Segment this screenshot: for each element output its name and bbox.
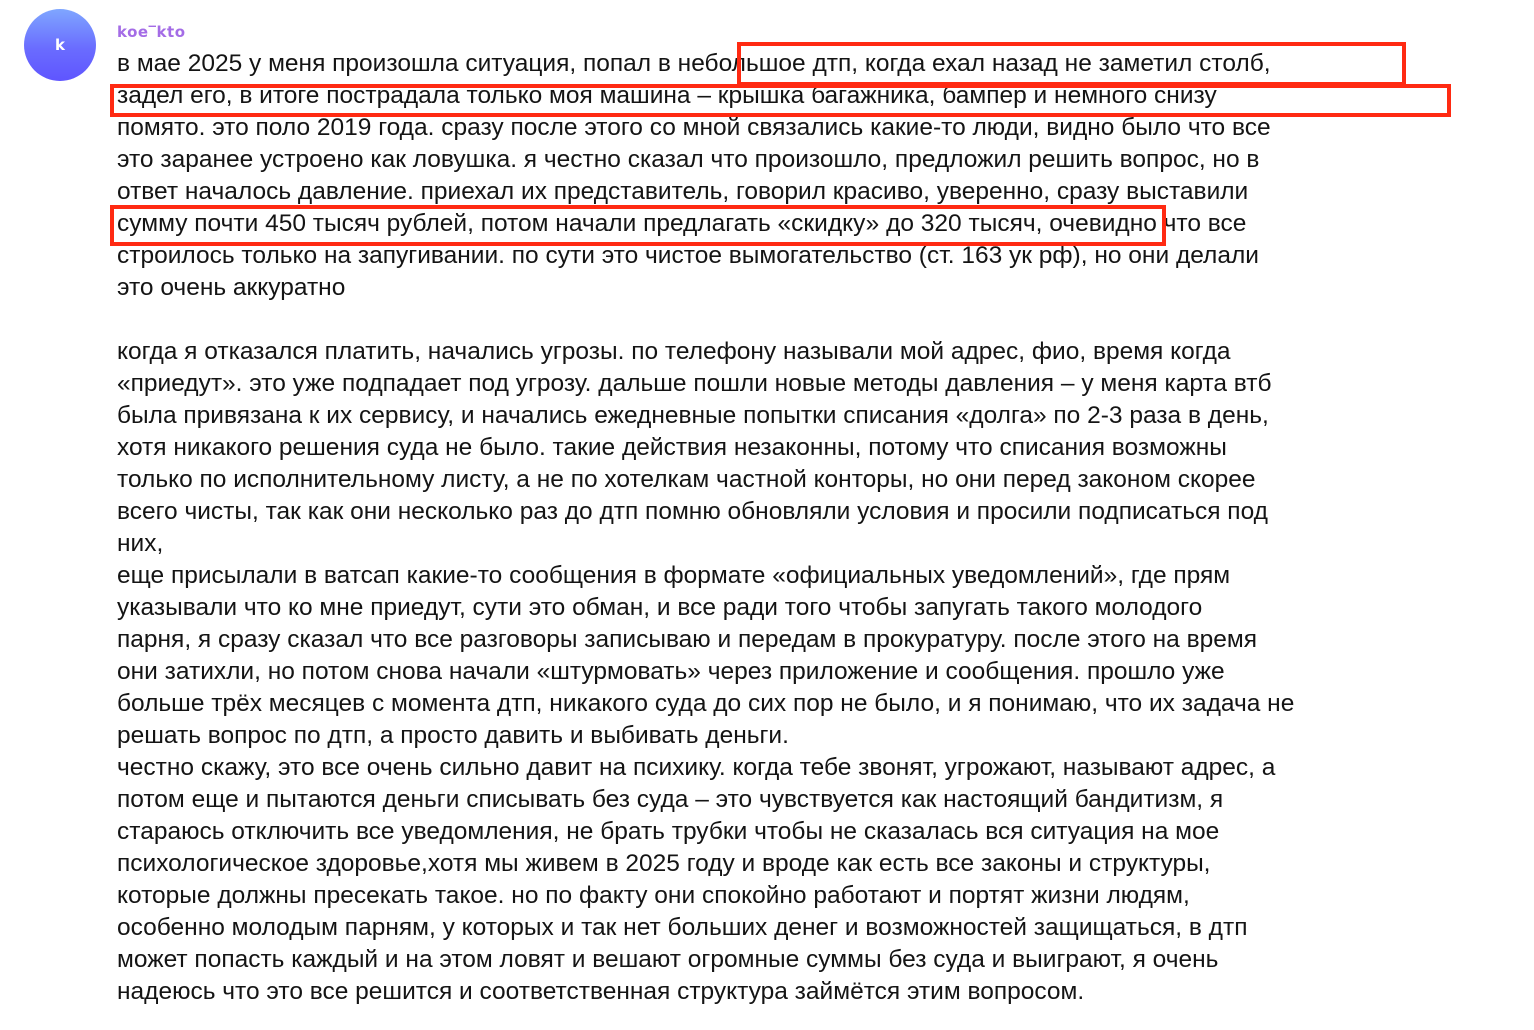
paragraph-spacer [117, 304, 1447, 336]
text-line: была привязана к их сервису, и начались ежедневные попытки списания «долга» по 2-3 раза в день, [117, 402, 1269, 429]
username[interactable]: koe‾kto [117, 23, 186, 41]
text-line: сумму почти 450 тысяч рублей, потом начали предлагать «скидку» до 320 тысяч, очевидно что все [117, 210, 1247, 237]
text-line: которые должны пресекать такое. но по факту они спокойно работают и портят жизни людям, [117, 882, 1190, 909]
text-line: в мае 2025 у меня произошла ситуация, попал в небольшое дтп, когда ехал назад не заметил столб, [117, 50, 1271, 77]
text-line: хотя никакого решения суда не было. такие действия незаконны, потому что списания возможны [117, 434, 1227, 461]
text-line: стараюсь отключить все уведомления, не брать трубки чтобы не сказалась вся ситуация на мое [117, 818, 1220, 845]
text-line: ответ началось давление. приехал их представитель, говорил красиво, уверенно, сразу выставили [117, 178, 1249, 205]
text-line: всего чисты, так как они несколько раз до дтп помню обновляли условия и просили подписаться под [117, 498, 1268, 525]
text-line: парня, я сразу сказал что все разговоры записываю и передам в прокуратуру. после этого на время [117, 626, 1257, 653]
text-line: может попасть каждый и на этом ловят и вешают огромные суммы без суда и выиграют, я очень [117, 946, 1219, 973]
text-line: психологическое здоровье,хотя мы живем в 2025 году и вроде как есть все законы и структуры, [117, 850, 1211, 877]
text-line: еще присылали в ватсап какие-то сообщения в формате «официальных уведомлений», где прям [117, 562, 1231, 589]
text-line: они затихли, но потом снова начали «штурмовать» через приложение и сообщения. прошло уже [117, 658, 1225, 685]
text-line: указывали что ко мне приедут, сути это обман, и все ради того чтобы запугать такого молодого [117, 594, 1203, 621]
text-line: помято. это поло 2019 года. сразу после этого со мной связались какие-то люди, видно было что все [117, 114, 1271, 141]
paragraph-1 [117, 48, 1447, 304]
paragraph-2 [117, 336, 1447, 1008]
text-line: надеюсь что это все решится и соответственная структура займётся этим вопросом. [117, 978, 1085, 1005]
text-line: них, [117, 530, 164, 557]
avatar[interactable] [24, 9, 96, 81]
text-line: строилось только на запугивании. по сути это чистое вымогательство (ст. 163 ук рф), но они делали [117, 242, 1259, 269]
avatar-letter: k [55, 36, 65, 54]
text-line: только по исполнительному листу, а не по хотелкам частной конторы, но они перед законом скорее [117, 466, 1256, 493]
text-line: решать вопрос по дтп, а просто давить и выбивать деньги. [117, 722, 789, 749]
text-line: это очень аккуратно [117, 274, 346, 301]
text-line: задел его, в итоге пострадала только моя машина – крышка багажника, бампер и немного снизу [117, 82, 1217, 109]
text-line: особенно молодым парням, у которых и так нет больших денег и возможностей защищаться, в дтп [117, 914, 1248, 941]
text-line: это заранее устроено как ловушка. я честно сказал что произошло, предложил решить вопрос, но в [117, 146, 1260, 173]
text-line: потом еще и пытаются деньги списывать без суда – это чувствуется как настоящий бандитизм, я [117, 786, 1224, 813]
comment-body [117, 48, 1447, 1008]
text-line: честно скажу, это все очень сильно давит на психику. когда тебе звонят, угрожают, называют адрес, а [117, 754, 1276, 781]
text-line: больше трёх месяцев с момента дтп, никакого суда до сих пор не было, и я понимаю, что их задача не [117, 690, 1295, 717]
text-line: «приедут». это уже подпадает под угрозу. дальше пошли новые методы давления – у меня карта втб [117, 370, 1272, 397]
text-line: когда я отказался платить, начались угрозы. по телефону называли мой адрес, фио, время когда [117, 338, 1231, 365]
